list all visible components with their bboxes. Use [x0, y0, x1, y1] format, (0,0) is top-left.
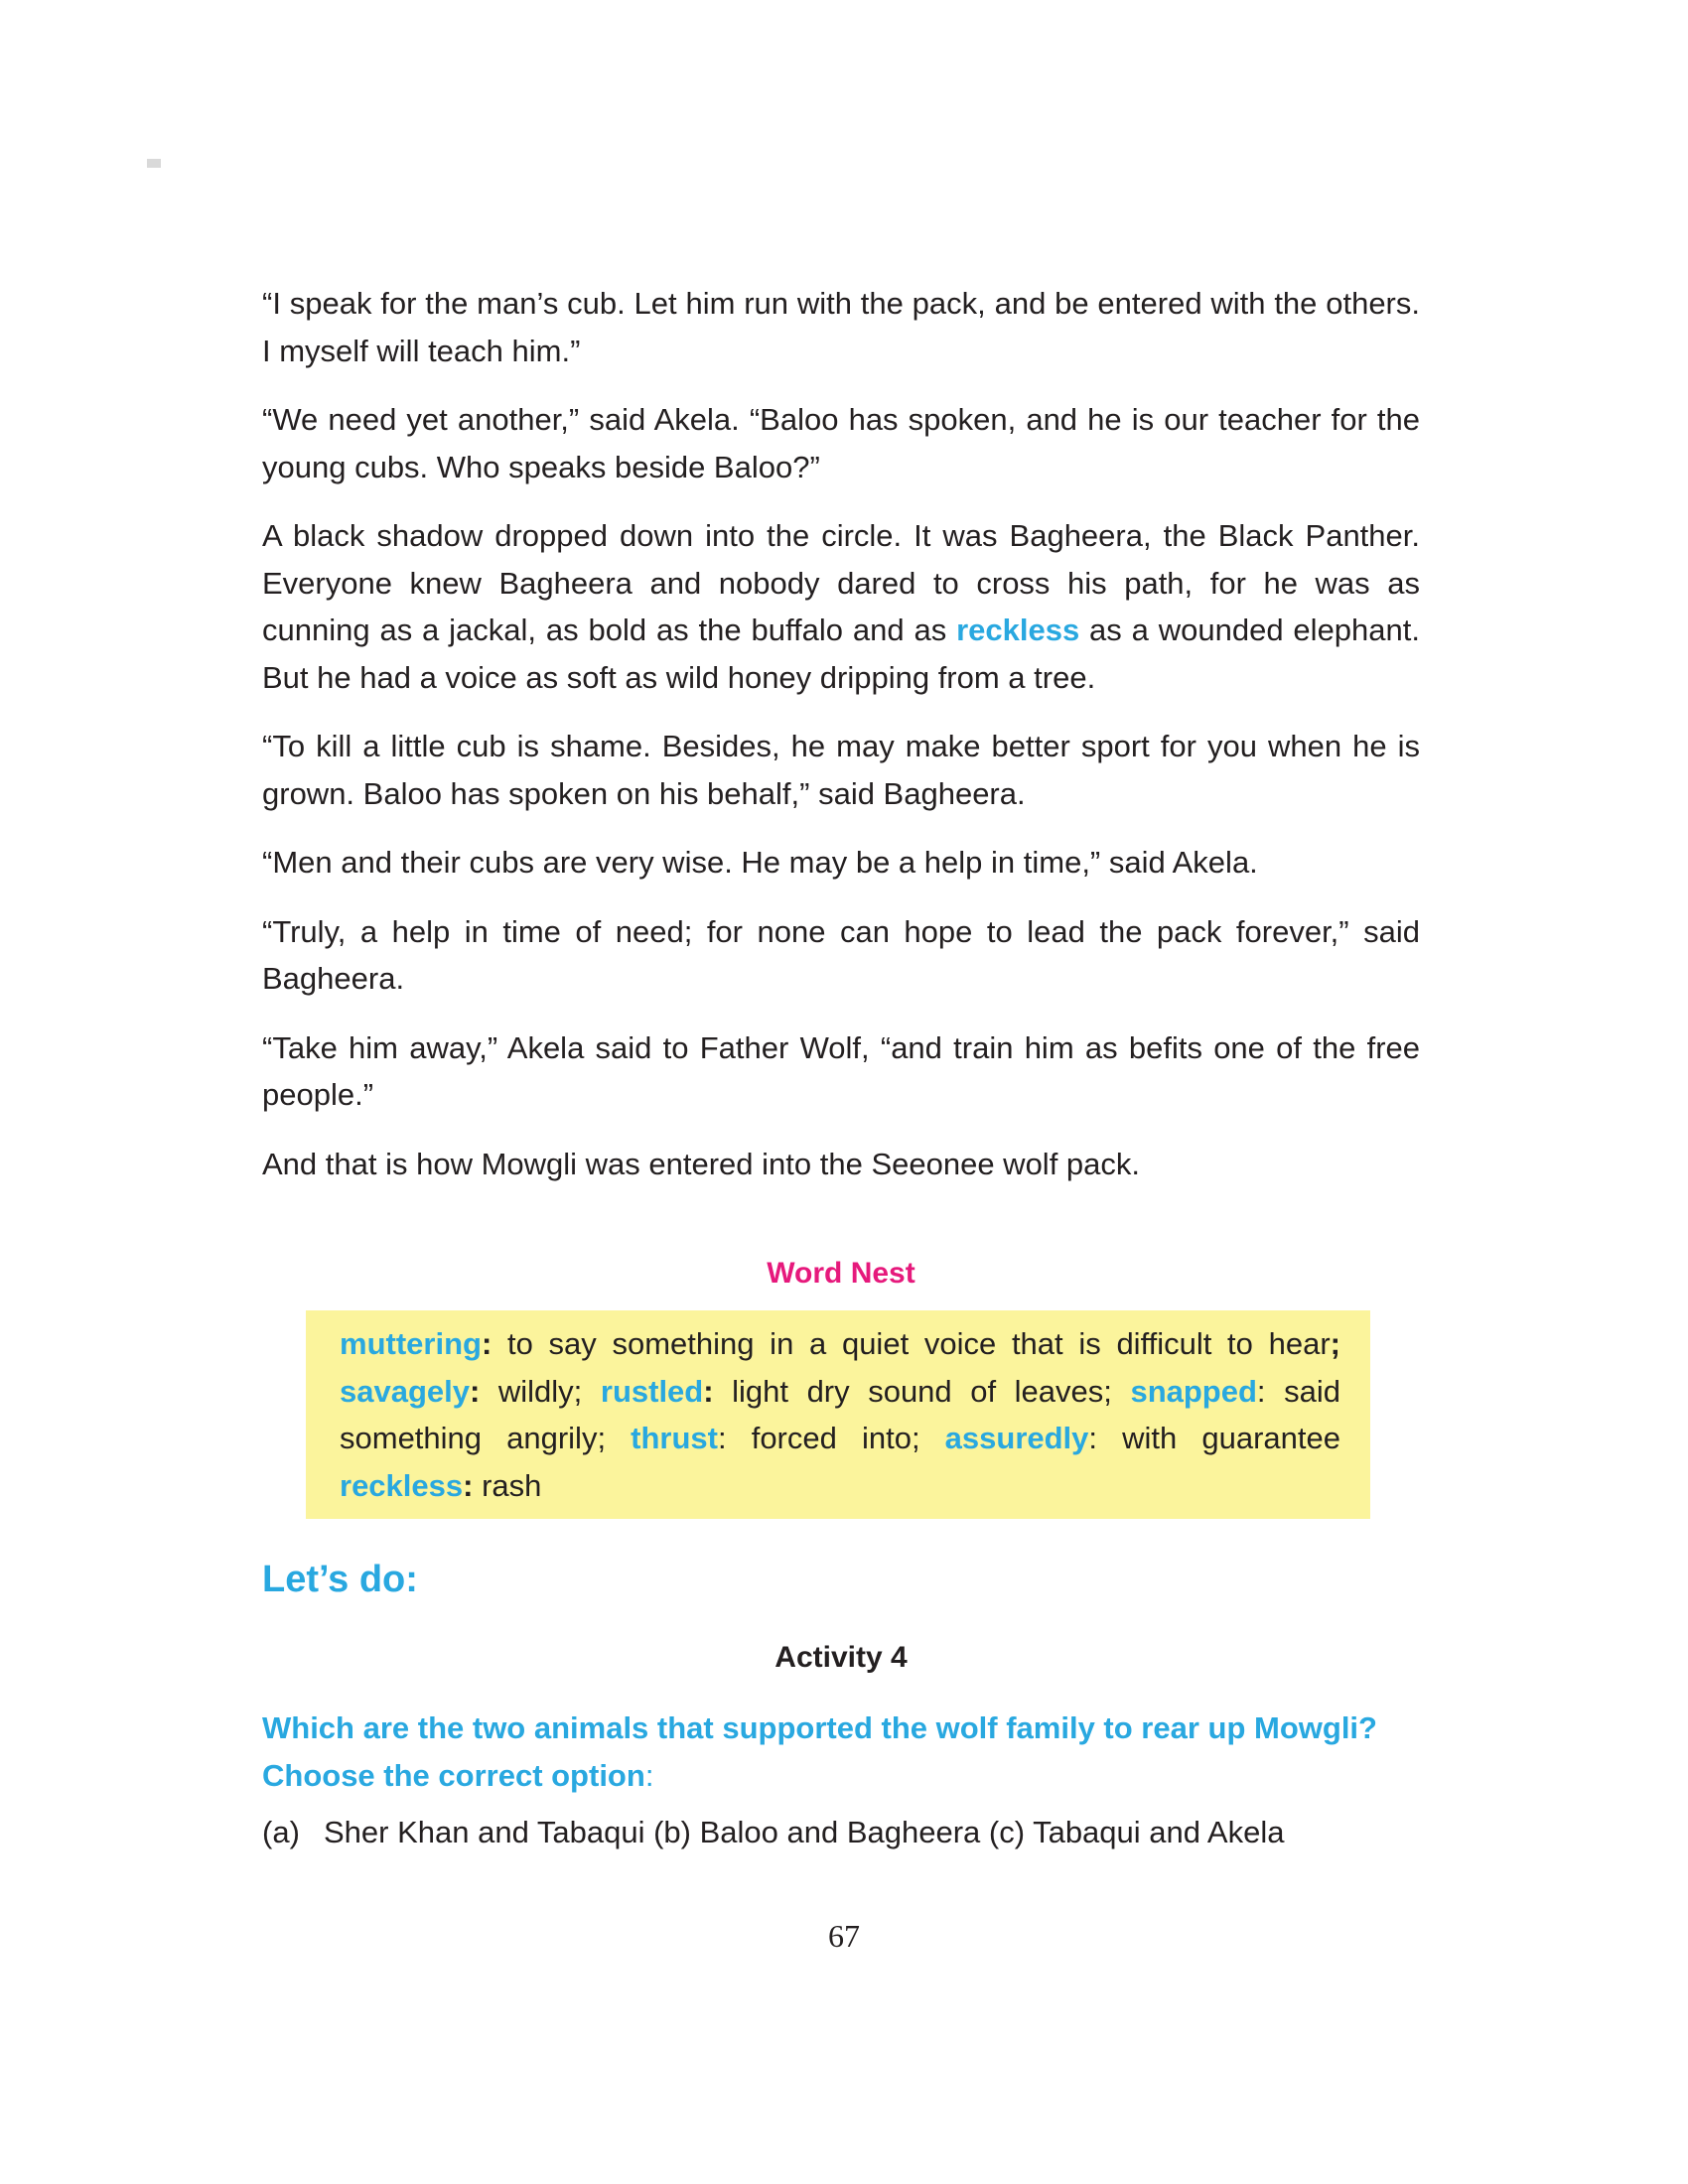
- word-nest-text: [340, 1320, 1340, 1509]
- paragraph-3-after: as a wounded elephant. But he had a voice as soft as wild honey dripping from a tree.: [262, 613, 1420, 695]
- page-number: 67: [828, 1918, 860, 1954]
- def-savagely: wildly;: [480, 1373, 601, 1409]
- term-separator: :: [1256, 1373, 1266, 1409]
- term-separator: :: [470, 1373, 481, 1409]
- term-snapped: snapped: [1130, 1373, 1257, 1409]
- activity-title: Activity 4: [774, 1641, 908, 1674]
- term-savagely: savagely: [340, 1373, 470, 1409]
- activity-options: [262, 1809, 1420, 1856]
- option-label: (a): [262, 1815, 300, 1849]
- page-content: [262, 280, 1420, 1856]
- paragraph-4: “To kill a little cub is shame. Besides, he may make better sport for you when he is grown. Baloo has spoken on his behalf,” said Bagheera.: [262, 729, 1420, 811]
- term-assuredly: assuredly: [944, 1421, 1089, 1455]
- term-separator: :: [481, 1326, 492, 1361]
- term-reckless: reckless: [340, 1467, 464, 1503]
- activity-question-colon: :: [644, 1757, 654, 1793]
- paragraph-8: And that is how Mowgli was entered into the Seeonee wolf pack.: [262, 1146, 1141, 1181]
- activity-question: [262, 1705, 1420, 1799]
- def-rustled: light dry sound of leaves;: [713, 1373, 1131, 1409]
- options-text: Sher Khan and Tabaqui (b) Baloo and Bagheera (c) Tabaqui and Akela: [324, 1815, 1285, 1849]
- def-assuredly: with guarantee: [1097, 1421, 1340, 1455]
- word-nest-title: Word Nest: [767, 1257, 915, 1290]
- term-separator: :: [703, 1373, 714, 1409]
- corner-mark: [147, 159, 161, 168]
- paragraph-5: “Men and their cubs are very wise. He may be a help in time,” said Akela.: [262, 845, 1258, 880]
- term-muttering: muttering: [340, 1326, 482, 1361]
- term-separator: :: [1088, 1421, 1098, 1455]
- term-rustled: rustled: [600, 1373, 704, 1409]
- def-thrust: forced into;: [726, 1421, 945, 1455]
- term-separator: :: [463, 1467, 474, 1503]
- paragraph-6: “Truly, a help in time of need; for none can hope to lead the pack forever,” said Bagheera.: [262, 913, 1420, 996]
- term-thrust: thrust: [631, 1421, 718, 1455]
- paragraph-2: “We need yet another,” said Akela. “Baloo has spoken, and he is our teacher for the young cubs. Who speaks beside Baloo?”: [262, 402, 1420, 484]
- def-snapped: said something angrily;: [340, 1373, 1340, 1455]
- paragraph-3-before: A black shadow dropped down into the circle. It was Bagheera, the Black Panther. Everyone knew Bagheera and nobody dared to cross his path, for he was as cunning as a jackal, as bold as the buffalo and as: [262, 518, 1420, 647]
- def-reckless: rash: [473, 1467, 542, 1503]
- term-separator: :: [717, 1421, 727, 1455]
- paragraph-3: [262, 512, 1420, 701]
- word-nest-box: [306, 1310, 1370, 1519]
- highlight-word-reckless: reckless: [956, 613, 1080, 647]
- entry-end: ;: [1330, 1326, 1340, 1361]
- activity-question-text: Which are the two animals that supported the wolf family to rear up Mowgli? Choose the correct option: [262, 1710, 1377, 1793]
- paragraph-7: “Take him away,” Akela said to Father Wolf, “and train him as befits one of the free people.”: [262, 1029, 1420, 1112]
- def-muttering: to say something in a quiet voice that is difficult to hear: [492, 1326, 1331, 1361]
- paragraph-1: “I speak for the man’s cub. Let him run with the pack, and be entered with the others. I myself will teach him.”: [262, 286, 1420, 368]
- lets-do-heading: Let’s do:: [262, 1559, 418, 1600]
